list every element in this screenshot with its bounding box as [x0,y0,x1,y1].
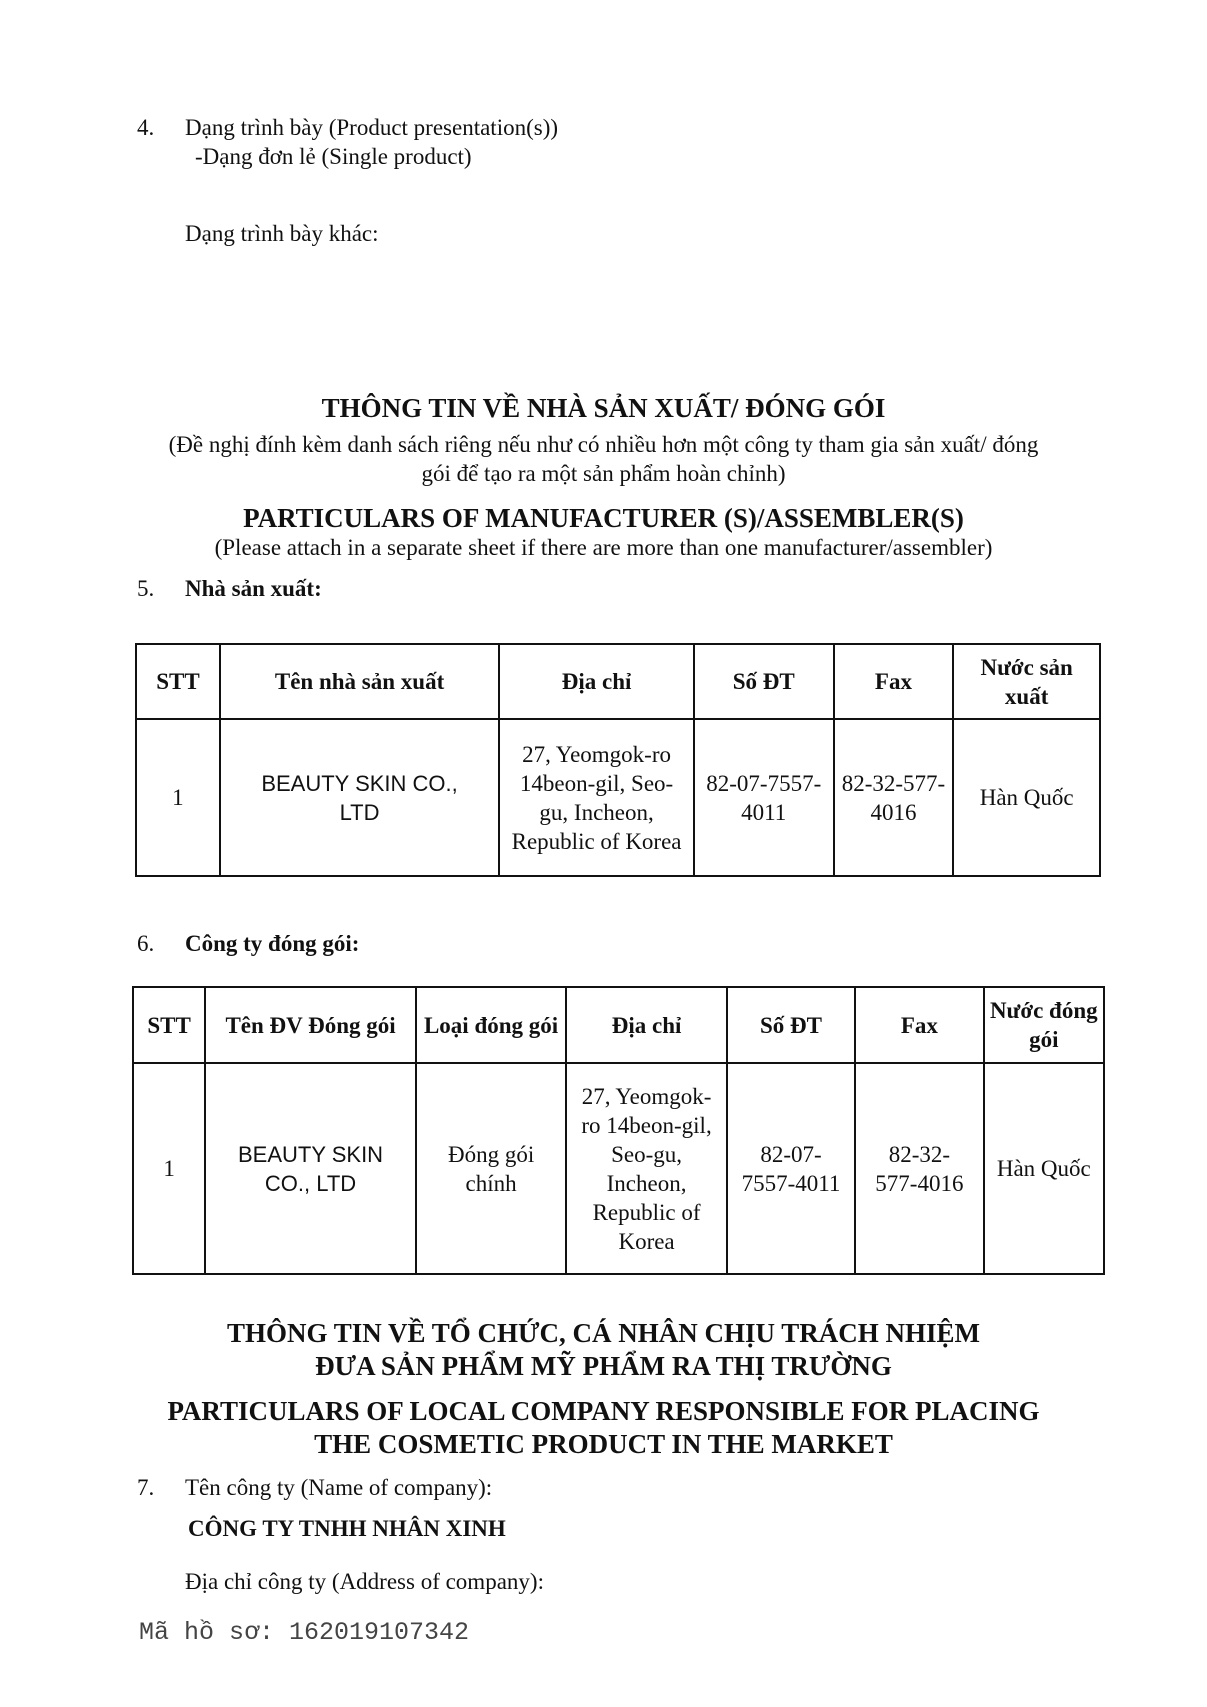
section4-single: -Dạng đơn lẻ (Single product) [195,144,472,169]
cell-type: Đóng gói chính [416,1063,566,1274]
manufacturer-table [135,643,1101,877]
cell-phone: 82-07-7557-4011 [727,1063,855,1274]
manufacturer-note-vi-1: (Đề nghị đính kèm danh sách riêng nếu như có nhiều hơn một công ty tham gia sản xuất/ đóng [168,432,1039,457]
local-title-en-1: PARTICULARS OF LOCAL COMPANY RESPONSIBLE FOR PLACING [167,1396,1040,1426]
local-title-vi-2: ĐƯA SẢN PHẨM MỸ PHẨM RA THỊ TRƯỜNG [315,1351,892,1381]
section6-title: Công ty đóng gói: [185,931,360,956]
header-name: Tên ĐV Đóng gói [205,987,416,1063]
section7-address-label: Địa chỉ công ty (Address of company): [185,1569,544,1594]
section7-label: Tên công ty (Name of company): [185,1475,493,1500]
cell-stt: 1 [133,1063,205,1274]
cell-fax: 82-32-577-4016 [834,719,954,876]
manufacturer-title-en: PARTICULARS OF MANUFACTURER (S)/ASSEMBLER(S) [243,503,964,533]
header-address: Địa chỉ [499,644,694,719]
table-header-row [136,644,1100,719]
header-phone: Số ĐT [694,644,834,719]
cell-name: BEAUTY SKIN CO., LTD [220,719,499,876]
header-name: Tên nhà sản xuất [220,644,499,719]
cell-name: BEAUTY SKIN CO., LTD [205,1063,416,1274]
header-country: Nước đóng gói [984,987,1104,1063]
section7-company: CÔNG TY TNHH NHÂN XINH [188,1516,506,1541]
record-code: Mã hồ sơ: 162019107342 [139,1618,470,1647]
header-fax: Fax [834,644,954,719]
header-type: Loại đóng gói [416,987,566,1063]
manufacturer-note-vi-2: gói để tạo ra một sản phẩm hoàn chỉnh) [421,461,786,486]
table-row [136,719,1100,876]
table-row [133,1063,1104,1274]
cell-phone: 82-07-7557-4011 [694,719,834,876]
cell-country: Hàn Quốc [953,719,1100,876]
local-title-en-2: THE COSMETIC PRODUCT IN THE MARKET [314,1429,893,1459]
cell-stt: 1 [136,719,220,876]
header-stt: STT [136,644,220,719]
header-country: Nước sản xuất [953,644,1100,719]
cell-country: Hàn Quốc [984,1063,1104,1274]
header-fax: Fax [855,987,983,1063]
cell-fax: 82-32-577-4016 [855,1063,983,1274]
section4-title: Dạng trình bày (Product presentation(s)) [185,115,559,140]
cell-address: 27, Yeomgok-ro 14beon-gil, Seo-gu, Incheon, Republic of Korea [499,719,694,876]
section6-number: 6. [137,931,155,956]
header-phone: Số ĐT [727,987,855,1063]
cell-address: 27, Yeomgok-ro 14beon-gil, Seo-gu, Incheon, Republic of Korea [566,1063,726,1274]
local-title-vi-1: THÔNG TIN VỀ TỔ CHỨC, CÁ NHÂN CHỊU TRÁCH NHIỆM [226,1318,981,1348]
assembler-table [132,986,1105,1275]
manufacturer-title-vi: THÔNG TIN VỀ NHÀ SẢN XUẤT/ ĐÓNG GÓI [321,393,886,423]
manufacturer-note-en: (Please attach in a separate sheet if there are more than one manufacturer/assembler) [214,535,993,560]
section4-other: Dạng trình bày khác: [185,221,379,246]
header-address: Địa chỉ [566,987,726,1063]
section7-number: 7. [137,1475,155,1500]
section4-number: 4. [137,115,155,140]
section5-number: 5. [137,576,155,601]
table-header-row [133,987,1104,1063]
header-stt: STT [133,987,205,1063]
section5-title: Nhà sản xuất: [185,576,322,601]
